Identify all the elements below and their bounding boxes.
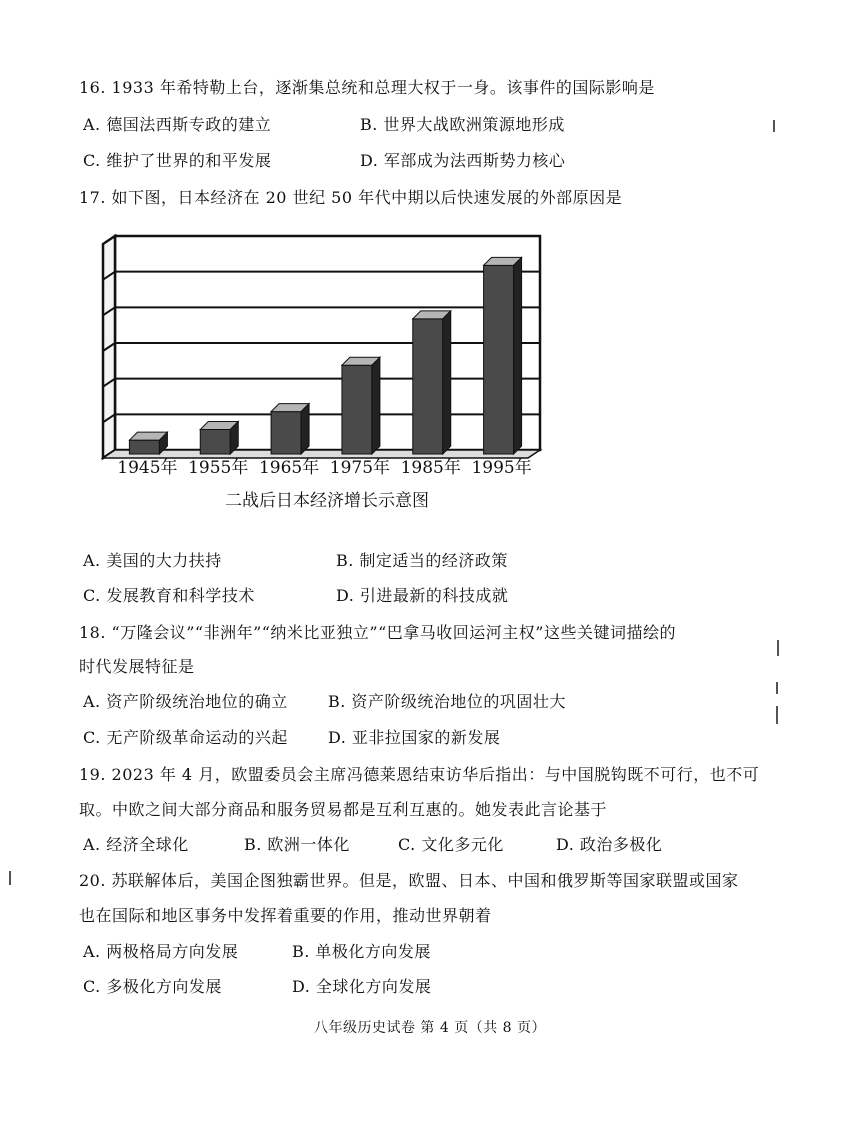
question-17-stem: 17. 如下图，日本经济在 20 世纪 50 年代中期以后快速发展的外部原因是 <box>79 188 623 207</box>
question-19-stem-line-2: 取。中欧之间大部分商品和服务贸易都是互利互惠的。她发表此言论基于 <box>79 800 608 819</box>
question-20-option-a[interactable]: A. 两极格局方向发展 <box>83 942 239 961</box>
question-18-option-d[interactable]: D. 亚非拉国家的新发展 <box>328 728 501 747</box>
x-tick-label: 1975年 <box>329 458 391 478</box>
scan-mark <box>773 120 775 132</box>
bar-1975年 <box>342 365 372 454</box>
bar-side-1965年 <box>301 404 309 454</box>
bar-1955年 <box>200 429 230 454</box>
question-18-option-a[interactable]: A. 资产阶级统治地位的确立 <box>83 692 288 711</box>
bar-1995年 <box>484 265 514 454</box>
question-19-stem-line-1: 19. 2023 年 4 月，欧盟委员会主席冯德莱恩结束访华后指出：与中国脱钩既不可行，也不可 <box>79 765 760 784</box>
bar-1945年 <box>129 440 159 454</box>
question-20-option-c[interactable]: C. 多极化方向发展 <box>83 977 222 996</box>
chart-floor <box>103 450 540 458</box>
question-17-option-b[interactable]: B. 制定适当的经济政策 <box>336 551 508 570</box>
question-20-stem-line-1: 20. 苏联解体后，美国企图独霸世界。但是，欧盟、日本、中国和俄罗斯等国家联盟或国家 <box>79 871 739 890</box>
bar-side-1985年 <box>443 311 451 454</box>
question-18-option-c[interactable]: C. 无产阶级革命运动的兴起 <box>83 728 288 747</box>
question-16-option-a[interactable]: A. 德国法西斯专政的建立 <box>83 115 272 134</box>
question-18-option-b[interactable]: B. 资产阶级统治地位的巩固壮大 <box>328 692 566 711</box>
bar-chart-svg <box>95 228 555 518</box>
bar-1985年 <box>413 319 443 454</box>
bar-side-1975年 <box>372 357 380 454</box>
question-19-option-d[interactable]: D. 政治多极化 <box>556 835 663 854</box>
page-footer: 八年级历史试卷 第 4 页（共 8 页） <box>313 1020 547 1036</box>
x-tick-label: 1985年 <box>400 458 461 478</box>
chart-title: 二战后日本经济增长示意图 <box>225 491 429 511</box>
x-tick-label: 1965年 <box>258 458 320 478</box>
question-18-stem-line-1: 18. “万隆会议”“非洲年”“纳米比亚独立”“巴拿马收回运河主权”这些关键词描绘的 <box>79 623 676 642</box>
question-17-option-c[interactable]: C. 发展教育和科学技术 <box>83 586 255 605</box>
scan-mark <box>776 706 778 724</box>
question-19-option-b[interactable]: B. 欧洲一体化 <box>244 835 350 854</box>
question-16-stem: 16. 1933 年希特勒上台，逐渐集总统和总理大权于一身。该事件的国际影响是 <box>79 78 655 97</box>
x-tick-label: 1945年 <box>117 458 178 478</box>
question-18-stem-line-2: 时代发展特征是 <box>79 657 195 676</box>
question-16-option-b[interactable]: B. 世界大战欧洲策源地形成 <box>360 115 565 134</box>
question-17-option-a[interactable]: A. 美国的大力扶持 <box>83 551 222 570</box>
x-tick-label: 1995年 <box>471 458 532 478</box>
question-20-option-d[interactable]: D. 全球化方向发展 <box>292 977 432 996</box>
bar-1965年 <box>271 412 301 454</box>
x-tick-label: 1955年 <box>188 458 249 478</box>
question-20-stem-line-2: 也在国际和地区事务中发挥着重要的作用，推动世界朝着 <box>79 906 492 925</box>
question-19-option-a[interactable]: A. 经济全球化 <box>83 835 189 854</box>
scan-mark <box>776 682 778 694</box>
question-17-option-d[interactable]: D. 引进最新的科技成就 <box>336 586 509 605</box>
scan-mark <box>9 871 11 885</box>
question-16-option-c[interactable]: C. 维护了世界的和平发展 <box>83 151 272 170</box>
question-16-option-d[interactable]: D. 军部成为法西斯势力核心 <box>360 151 566 170</box>
question-20-option-b[interactable]: B. 单极化方向发展 <box>292 942 431 961</box>
japan-economy-chart <box>95 228 555 518</box>
question-19-option-c[interactable]: C. 文化多元化 <box>398 835 504 854</box>
scan-mark <box>777 640 779 656</box>
bar-side-1995年 <box>514 257 522 454</box>
